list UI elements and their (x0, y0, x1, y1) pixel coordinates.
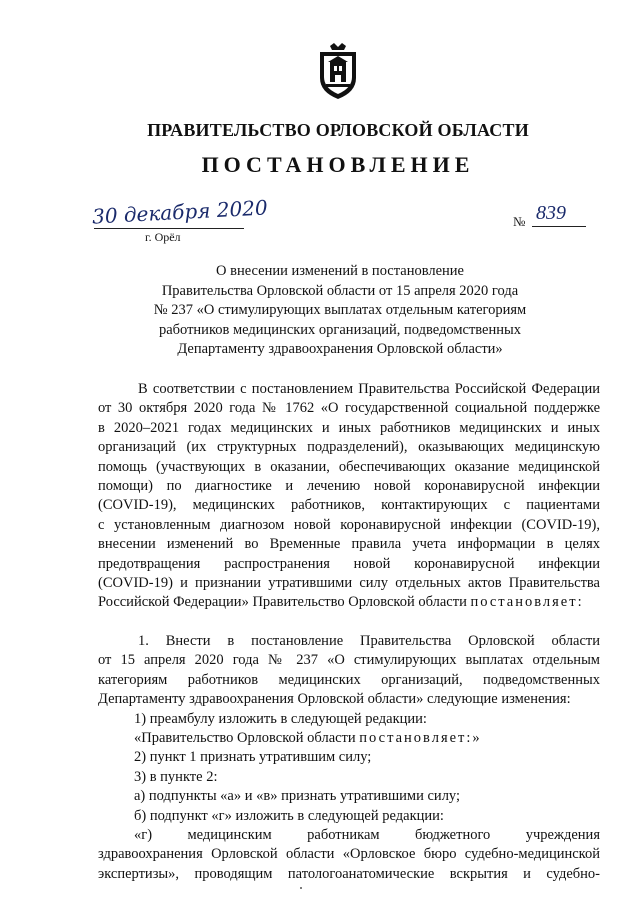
item-line: Департаменту здравоохранения Орловской области» следующие изменения: (98, 691, 571, 708)
preamble-line: от 30 октября 2020 года № 1762 «О государственной социальной поддержке (98, 400, 600, 417)
subitem-3g-line: «г) медицинским работникам бюджетного учреждения (134, 826, 600, 843)
preamble-line: в 2020–2021 годах медицинских и иных работников медицинских и иных (98, 419, 600, 436)
number-label: № (513, 214, 526, 229)
subitem-3a: а) подпункты «а» и «в» признать утратившими силу; (134, 788, 461, 805)
document-date: 30 декабря 2020 (91, 195, 269, 229)
preamble-line: предотвращения распространения новой коронавирусной инфекции (98, 555, 600, 572)
preamble-line: В соответствии с постановлением Правительства Российской Федерации (138, 381, 600, 397)
subject-line: работников медицинских организаций, подведомственных (158, 321, 522, 338)
subject-line: О внесении изменений в постановление (216, 263, 464, 279)
preamble-line: с установленным диагнозом новой коронавирусной инфекции (COVID-19), (98, 516, 600, 533)
preamble-line (98, 593, 600, 612)
item-line: 1. Внести в постановление Правительства Орловской области (138, 632, 600, 649)
document-number: 839 (536, 202, 566, 224)
subject-line: Департаменту здравоохранения Орловской области» (177, 341, 503, 357)
subitem-2: 2) пункт 1 признать утратившим силу; (134, 749, 372, 766)
document-body (98, 380, 600, 884)
decree-word: постановляет:» (359, 729, 482, 746)
date-underline (94, 228, 244, 229)
decree-word: постановляет: (470, 594, 584, 611)
document-city: г. Орёл (145, 230, 181, 244)
preamble-line: (COVID-19), медицинских работников, контактирующих с пациентами (98, 497, 600, 514)
subject-line: Правительства Орловской области от 15 апреля 2020 года (161, 282, 519, 299)
scan-speck (300, 887, 302, 889)
item-line: от 15 апреля 2020 года № 237 «О стимулирующих выплатах отдельным (98, 652, 600, 669)
subject-line: № 237 «О стимулирующих выплатах отдельным категориям (153, 302, 527, 318)
preamble-last: Российской Федерации» Правительство Орловской области (98, 594, 467, 611)
subitem-1: 1) преамбулу изложить в следующей редакции: (134, 710, 427, 727)
preamble-line: помощь (участвующих в оказании, обеспечивающих оказание медицинской (98, 458, 600, 475)
document-type: ПОСТАНОВЛЕНИЕ (201, 152, 475, 177)
subitem-3g-line: здравоохранения Орловской области «Орловское бюро судебно-медицинской (98, 846, 600, 863)
item-line: категориям работников медицинских организаций, подведомственных (98, 671, 600, 688)
preamble-line: (COVID-19) и признании утратившими силу отдельных актов Правительства (98, 575, 600, 592)
subitem-1-quote: «Правительство Орловской области постановляет:» (134, 729, 482, 746)
preamble-line: помощи) по диагностике и лечению новой коронавирусной инфекции (98, 478, 600, 495)
preamble-line: внесении изменений во Временные правила учета информации в целях (98, 536, 600, 553)
document-subject (80, 262, 600, 360)
organization-name: ПРАВИТЕЛЬСТВО ОРЛОВСКОЙ ОБЛАСТИ (147, 120, 529, 140)
subitem-3g-line: экспертизы», проводящим патологоанатомические вскрытия и судебно- (98, 865, 600, 882)
subitem-3: 3) в пункте 2: (134, 768, 218, 785)
preamble-line: организаций (их структурных подразделений), оказывающих медицинскую (98, 439, 600, 456)
subitem-3b: б) подпункт «г» изложить в следующей редакции: (134, 807, 444, 824)
coat-of-arms-emblem (316, 42, 360, 100)
number-underline (532, 226, 586, 227)
